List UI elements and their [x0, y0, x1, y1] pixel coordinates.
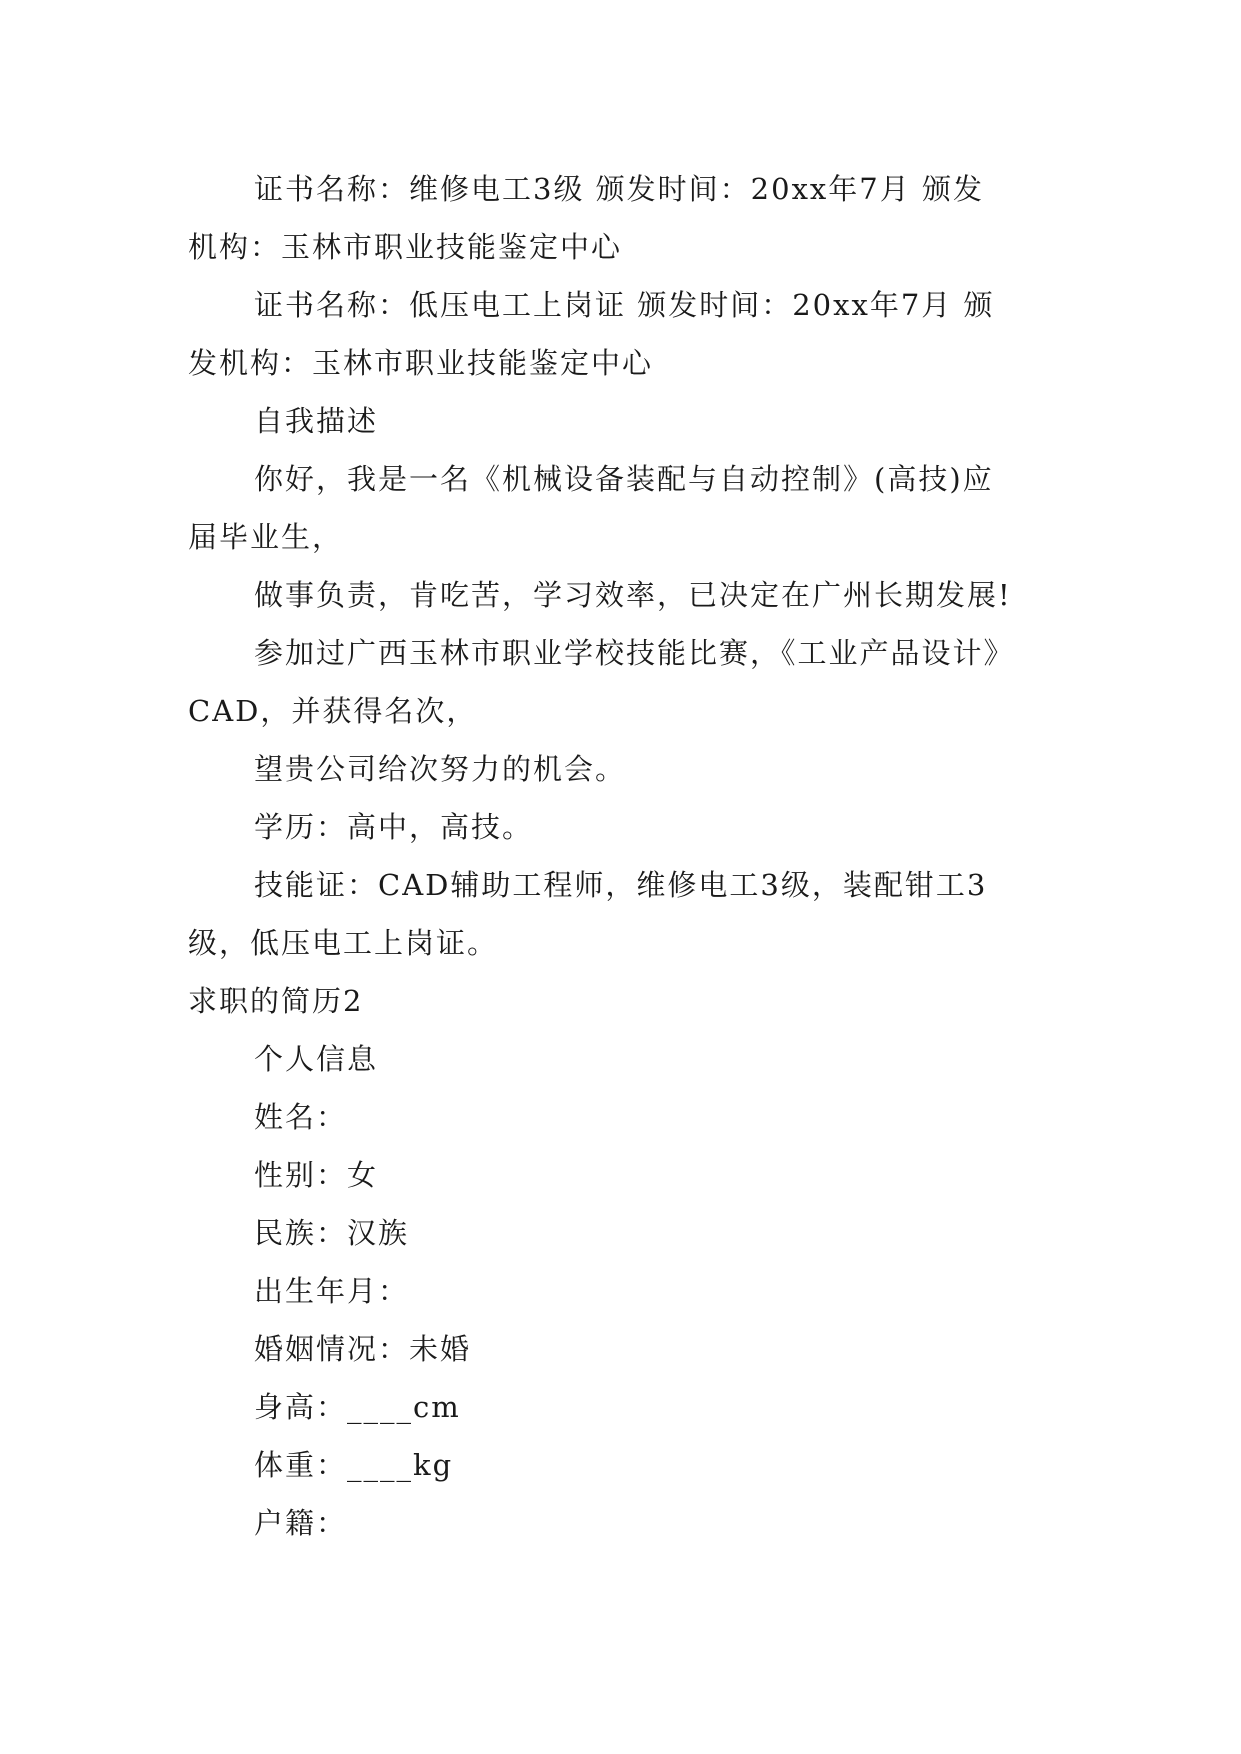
birth-date-field: 出生年月：	[254, 1274, 410, 1308]
certificate-2-line-1: 证书名称：低压电工上岗证 颁发时间：20xx年7月 颁	[254, 288, 995, 322]
competition-line-1: 参加过广西玉林市职业学校技能比赛，《工业产品设计》	[254, 636, 1015, 670]
certificate-1-line-2: 机构：玉林市职业技能鉴定中心	[188, 230, 623, 264]
education-line: 学历：高中，高技。	[254, 810, 534, 844]
self-description-heading: 自我描述	[254, 404, 379, 438]
document-page	[188, 160, 1058, 1552]
closing-line: 望贵公司给次努力的机会。	[254, 752, 627, 786]
weight-field: 体重：____kg	[254, 1448, 454, 1482]
skills-line-1: 技能证：CAD辅助工程师，维修电工3级，装配钳工3	[254, 868, 988, 902]
skills-line-2: 级，低压电工上岗证。	[188, 926, 499, 960]
self-description-line-2: 届毕业生，	[188, 520, 344, 554]
certificate-1-line-1: 证书名称：维修电工3级 颁发时间：20xx年7月 颁发	[254, 172, 984, 206]
ethnicity-field: 民族：汉族	[254, 1216, 410, 1250]
resume-2-title: 求职的简历2	[188, 984, 364, 1018]
self-description-line-3: 做事负责，肯吃苦，学习效率，已决定在广州长期发展!	[254, 578, 1012, 612]
self-description-line-1: 你好，我是一名《机械设备装配与自动控制》(高技)应	[254, 462, 994, 496]
certificate-2-line-2: 发机构：玉林市职业技能鉴定中心	[188, 346, 654, 380]
gender-field: 性别：女	[254, 1158, 379, 1192]
marital-status-field: 婚姻情况：未婚	[254, 1332, 472, 1366]
height-field: 身高：____cm	[254, 1390, 461, 1424]
competition-line-2: CAD，并获得名次，	[188, 694, 478, 728]
personal-info-heading: 个人信息	[254, 1042, 379, 1076]
household-registration-field: 户籍：	[254, 1506, 348, 1540]
name-field: 姓名：	[254, 1100, 348, 1134]
